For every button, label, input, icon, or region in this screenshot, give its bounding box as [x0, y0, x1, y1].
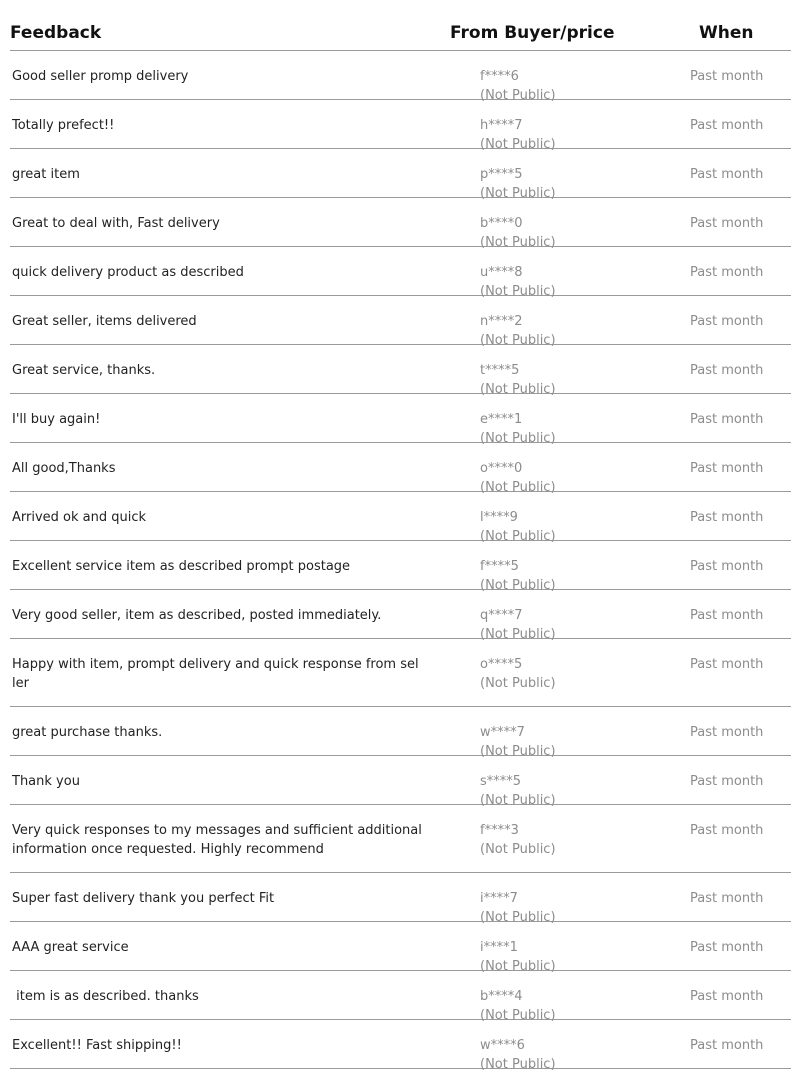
buyer-visibility: (Not Public): [480, 1057, 556, 1072]
feedback-when: Past month: [690, 657, 764, 672]
feedback-comment: All good,Thanks: [12, 461, 116, 476]
buyer-name: q****7: [480, 608, 523, 623]
feedback-when: Past month: [690, 216, 764, 231]
feedback-comment: Thank you: [12, 774, 80, 789]
buyer-name: f****3: [480, 823, 519, 838]
buyer-visibility: (Not Public): [480, 842, 556, 857]
buyer-visibility: (Not Public): [480, 627, 556, 642]
feedback-comment: Totally prefect!!: [12, 118, 115, 133]
feedback-when: Past month: [690, 265, 764, 280]
table-row: [10, 443, 791, 495]
feedback-comment: AAA great service: [12, 940, 129, 955]
feedback-comment: Arrived ok and quick: [12, 510, 147, 525]
feedback-when: Past month: [690, 725, 764, 740]
buyer-name: s****5: [480, 774, 522, 789]
feedback-comment: Happy with item, prompt delivery and quick response from seller: [12, 657, 419, 691]
buyer-name: l****9: [480, 510, 518, 525]
buyer-info: [480, 655, 556, 693]
feedback-when: Past month: [690, 510, 764, 525]
buyer-visibility: (Not Public): [480, 578, 556, 593]
buyer-name: f****6: [480, 69, 519, 84]
buyer-visibility: (Not Public): [480, 333, 556, 348]
buyer-visibility: (Not Public): [480, 529, 556, 544]
table-row: [10, 345, 791, 397]
feedback-when: Past month: [690, 314, 764, 329]
table-row: [10, 394, 791, 446]
buyer-visibility: (Not Public): [480, 676, 556, 691]
table-row: [10, 149, 791, 201]
table-row: [10, 971, 791, 1023]
table-row: [10, 198, 791, 250]
buyer-visibility: (Not Public): [480, 186, 556, 201]
table-row: [10, 707, 791, 759]
buyer-visibility: (Not Public): [480, 1008, 556, 1023]
feedback-when: Past month: [690, 412, 764, 427]
feedback-comment: item is as described. thanks: [12, 989, 199, 1004]
buyer-name: f****5: [480, 559, 519, 574]
buyer-name: b****4: [480, 989, 523, 1004]
buyer-name: o****0: [480, 461, 523, 476]
feedback-when: Past month: [690, 167, 764, 182]
feedback-comment: great purchase thanks.: [12, 725, 163, 740]
buyer-name: e****1: [480, 412, 523, 427]
buyer-visibility: (Not Public): [480, 137, 556, 152]
feedback-comment: Very quick responses to my messages and sufficient additional information once requested. Highly recommend: [12, 823, 427, 857]
table-row: [10, 247, 791, 299]
feedback-comment: Great service, thanks.: [12, 363, 156, 378]
buyer-column-header: From Buyer/price: [450, 23, 615, 43]
buyer-name: p****5: [480, 167, 523, 182]
feedback-column-header: Feedback: [10, 23, 102, 43]
feedback-comment: Excellent service item as described prompt postage: [12, 559, 351, 574]
table-header: [10, 0, 791, 51]
feedback-when: Past month: [690, 363, 764, 378]
buyer-info: [480, 1036, 556, 1074]
buyer-name: h****7: [480, 118, 523, 133]
feedback-comment: quick delivery product as described: [12, 265, 244, 280]
table-row: [10, 296, 791, 348]
table-row: [10, 590, 791, 642]
feedback-comment: Super fast delivery thank you perfect Fit: [12, 891, 275, 906]
buyer-name: u****8: [480, 265, 523, 280]
table-row: [10, 756, 791, 808]
buyer-visibility: (Not Public): [480, 235, 556, 250]
feedback-when: Past month: [690, 69, 764, 84]
buyer-name: i****1: [480, 940, 518, 955]
feedback-when: Past month: [690, 559, 764, 574]
table-row: [10, 100, 791, 152]
feedback-when: Past month: [690, 118, 764, 133]
buyer-visibility: (Not Public): [480, 959, 556, 974]
table-row: [10, 805, 791, 873]
table-row: [10, 639, 791, 707]
table-row: [10, 51, 791, 103]
buyer-visibility: (Not Public): [480, 88, 556, 103]
feedback-comment: Great seller, items delivered: [12, 314, 197, 329]
feedback-when: Past month: [690, 774, 764, 789]
table-row: [10, 1020, 791, 1072]
buyer-name: b****0: [480, 216, 523, 231]
buyer-visibility: (Not Public): [480, 910, 556, 925]
buyer-visibility: (Not Public): [480, 431, 556, 446]
buyer-visibility: (Not Public): [480, 793, 556, 808]
feedback-when: Past month: [690, 823, 764, 838]
table-row: [10, 873, 791, 925]
feedback-rows: [10, 51, 791, 1072]
feedback-when: Past month: [690, 1038, 764, 1053]
feedback-comment: Very good seller, item as described, posted immediately.: [12, 608, 382, 623]
buyer-name: i****7: [480, 891, 518, 906]
buyer-info: [480, 821, 556, 859]
buyer-visibility: (Not Public): [480, 480, 556, 495]
table-row: [10, 922, 791, 974]
table-row: [10, 541, 791, 593]
buyer-visibility: (Not Public): [480, 284, 556, 299]
feedback-comment: I'll buy again!: [12, 412, 101, 427]
buyer-visibility: (Not Public): [480, 382, 556, 397]
table-row: [10, 492, 791, 544]
buyer-visibility: (Not Public): [480, 744, 556, 759]
feedback-comment: Great to deal with, Fast delivery: [12, 216, 220, 231]
buyer-name: n****2: [480, 314, 523, 329]
feedback-when: Past month: [690, 989, 764, 1004]
buyer-name: w****7: [480, 725, 525, 740]
buyer-name: o****5: [480, 657, 523, 672]
when-column-header: When: [699, 23, 754, 43]
feedback-when: Past month: [690, 940, 764, 955]
feedback-comment: Excellent!! Fast shipping!!: [12, 1038, 182, 1053]
feedback-when: Past month: [690, 461, 764, 476]
feedback-comment: Good seller promp delivery: [12, 69, 189, 84]
feedback-table: [10, 0, 791, 1072]
buyer-name: w****6: [480, 1038, 525, 1053]
feedback-when: Past month: [690, 891, 764, 906]
feedback-comment: great item: [12, 167, 80, 182]
feedback-when: Past month: [690, 608, 764, 623]
buyer-name: t****5: [480, 363, 520, 378]
